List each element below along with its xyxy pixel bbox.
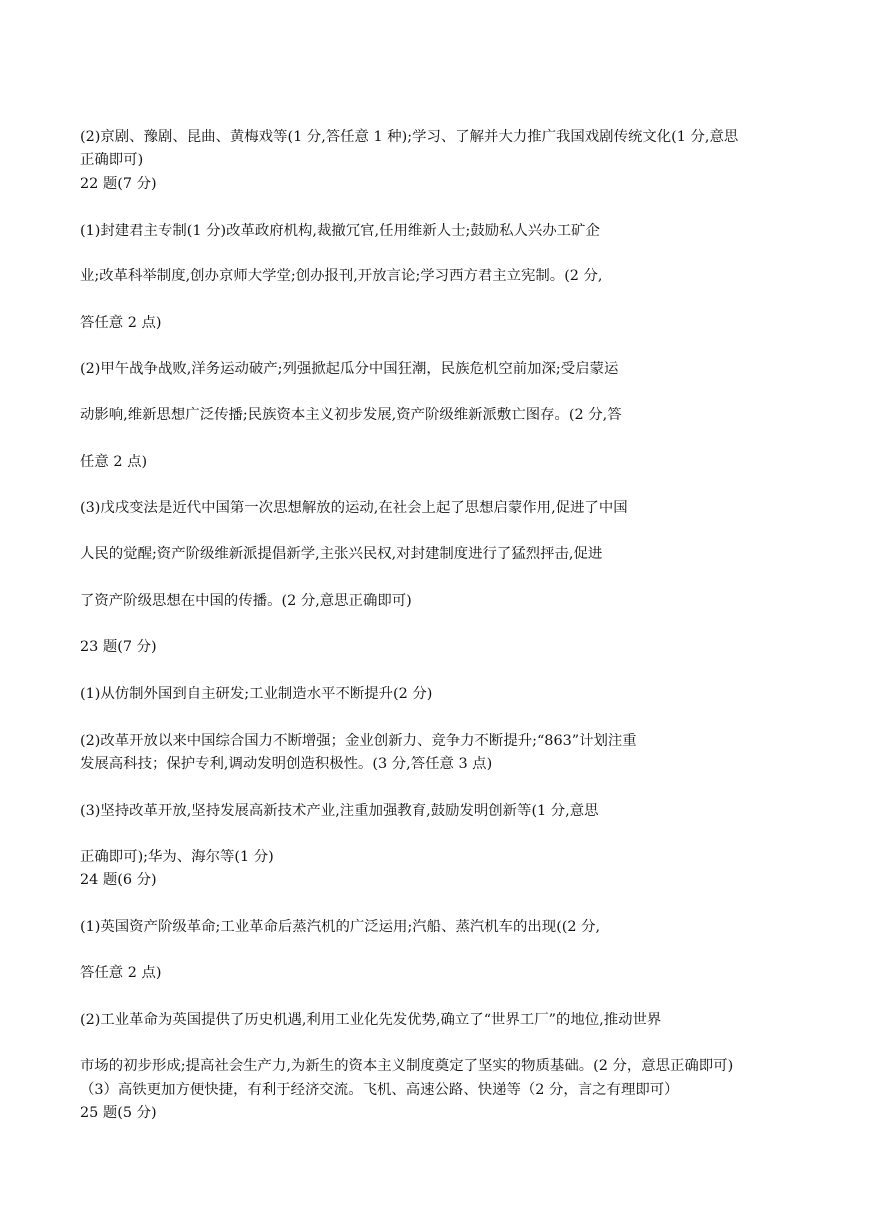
- answer-line: 动影响,维新思想广泛传播;民族资本主义初步发展,资产阶级维新派敷亡图存。(2 分,答: [80, 407, 622, 423]
- answer-line: 人民的觉醒;资产阶级维新派提倡新学,主张兴民权,对封建制度进行了猛烈抨击,促进: [80, 546, 603, 562]
- question-heading: 22 题(7 分): [80, 176, 157, 192]
- answer-line: （3）高铁更加方便快捷，有利于经济交流。飞机、高速公路、快递等（2 分，言之有理即可）: [80, 1082, 679, 1098]
- answer-line: (3)戊戌变法是近代中国第一次思想解放的运动,在社会上起了思想启蒙作用,促进了中国: [80, 500, 628, 516]
- answer-line: (2)改革开放以来中国综合国力不断增强；金业创新力、竞争力不断提升;“863”计划注重: [80, 733, 637, 749]
- answer-line: 正确即可);华为、海尔等(1 分): [80, 849, 274, 865]
- answer-line: (2)京剧、豫剧、昆曲、黄梅戏等(1 分,答任意 1 种);学习、了解并大力推广我国戏剧传统文化(1 分,意思: [80, 129, 739, 145]
- answer-line: 答任意 2 点): [80, 965, 162, 981]
- answer-line: 业;改革科举制度,创办京师大学堂;创办报刊,开放言论;学习西方君主立宪制。(2 分,: [80, 268, 603, 284]
- answer-line: (1)从仿制外国到自主研发;工业制造水平不断提升(2 分): [80, 686, 433, 702]
- answer-line: (1)英国资产阶级革命;工业革命后蒸汽机的广泛运用;汽船、蒸汽机车的出现((2 分,: [80, 919, 601, 935]
- question-heading: 24 题(6 分): [80, 872, 157, 888]
- answer-line: (1)封建君主专制(1 分)改革政府机构,裁撤冗官,任用维新人士;鼓励私人兴办工矿企: [80, 223, 600, 239]
- answer-line: 答任意 2 点): [80, 315, 162, 331]
- answer-line: 正确即可): [80, 152, 144, 168]
- answer-line: 任意 2 点): [80, 454, 148, 470]
- question-heading: 25 题(5 分): [80, 1105, 157, 1121]
- answer-line: 市场的初步形成;提高社会生产力,为新生的资本主义制度奠定了坚实的物质基础。(2 分，意思正确即可): [80, 1058, 734, 1074]
- answer-line: (3)坚持改革开放,坚持发展高新技术产业,注重加强教育,鼓励发明创新等(1 分,意思: [80, 803, 599, 819]
- answer-line: (2)甲午战争战败,洋务运动破产;列强掀起瓜分中国狂潮，民族危机空前加深;受启蒙运: [80, 361, 619, 377]
- question-heading: 23 题(7 分): [80, 639, 157, 655]
- answer-line: 了资产阶级思想在中国的传播。(2 分,意思正确即可): [80, 593, 412, 609]
- answer-line: 发展高科技；保护专利,调动发明创造积极性。(3 分,答任意 3 点): [80, 756, 493, 772]
- answer-line: (2)工业革命为英国提供了历史机遇,利用工业化先发优势,确立了“世界工厂”的地位,推动世界: [80, 1012, 662, 1028]
